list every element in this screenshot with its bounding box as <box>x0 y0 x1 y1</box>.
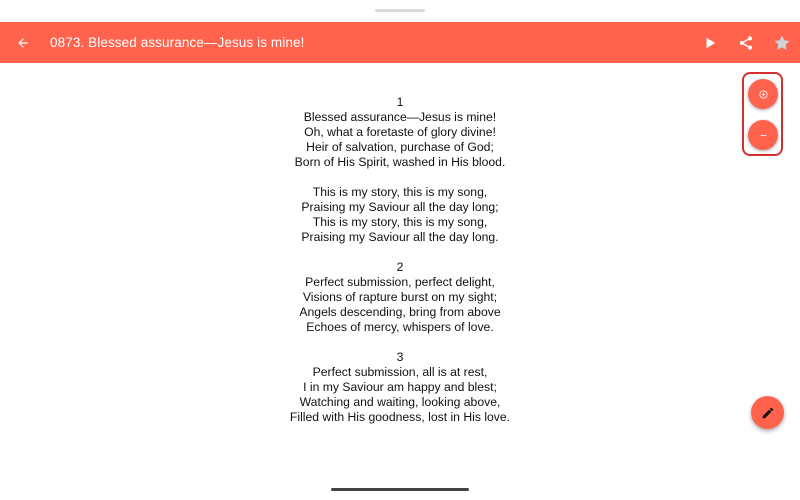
appbar-actions <box>700 22 800 63</box>
lyric-line: I in my Saviour am happy and blest; <box>303 380 497 394</box>
lyric-line: 3 <box>396 350 404 364</box>
page-title: 0873. Blessed assurance—Jesus is mine! <box>50 35 305 50</box>
share-icon <box>738 35 754 51</box>
lyric-line: Praising my Saviour all the day long. <box>301 230 499 244</box>
bottom-nav-handle <box>331 488 469 491</box>
zoom-controls <box>742 72 783 156</box>
play-button[interactable] <box>700 33 720 53</box>
zoom-in-button[interactable] <box>748 79 778 109</box>
app-bar <box>0 22 800 63</box>
play-icon <box>703 36 717 50</box>
stanza <box>200 95 600 170</box>
back-button[interactable] <box>12 32 34 54</box>
lyric-line: Oh, what a foretaste of glory divine! <box>304 125 496 139</box>
star-icon <box>773 34 791 52</box>
lyric-line: Filled with His goodness, lost in His love. <box>289 410 511 424</box>
lyric-line: 2 <box>396 260 404 274</box>
stanza <box>200 350 600 425</box>
favorite-button[interactable] <box>772 33 792 53</box>
lyric-line: Praising my Saviour all the day long; <box>301 200 499 214</box>
hymn-lyrics <box>200 95 600 440</box>
lyric-line: Perfect submission, perfect delight, <box>305 275 495 289</box>
lyric-line: Perfect submission, all is at rest, <box>312 365 488 379</box>
lyric-line: This is my story, this is my song, <box>312 215 488 229</box>
top-drag-handle <box>375 9 425 12</box>
zoom-out-button[interactable] <box>748 120 778 150</box>
lyric-line: Blessed assurance—Jesus is mine! <box>303 110 497 124</box>
pencil-icon <box>761 406 775 420</box>
lyric-line: Angels descending, bring from above <box>299 305 501 319</box>
edit-fab[interactable] <box>751 396 784 429</box>
lyric-line: Echoes of mercy, whispers of love. <box>306 320 494 334</box>
zoom-in-icon <box>758 89 769 100</box>
lyric-line: Born of His Spirit, washed in His blood. <box>294 155 506 169</box>
lyric-line: Watching and waiting, looking above, <box>299 395 501 409</box>
lyric-line: Heir of salvation, purchase of God; <box>306 140 494 154</box>
stanza <box>200 260 600 335</box>
stanza <box>200 185 600 245</box>
share-button[interactable] <box>736 33 756 53</box>
lyric-line: This is my story, this is my song, <box>312 185 488 199</box>
lyric-line: Visions of rapture burst on my sight; <box>302 290 498 304</box>
arrow-back-icon <box>16 36 30 50</box>
zoom-out-icon <box>758 130 769 141</box>
lyric-line: 1 <box>396 95 404 109</box>
